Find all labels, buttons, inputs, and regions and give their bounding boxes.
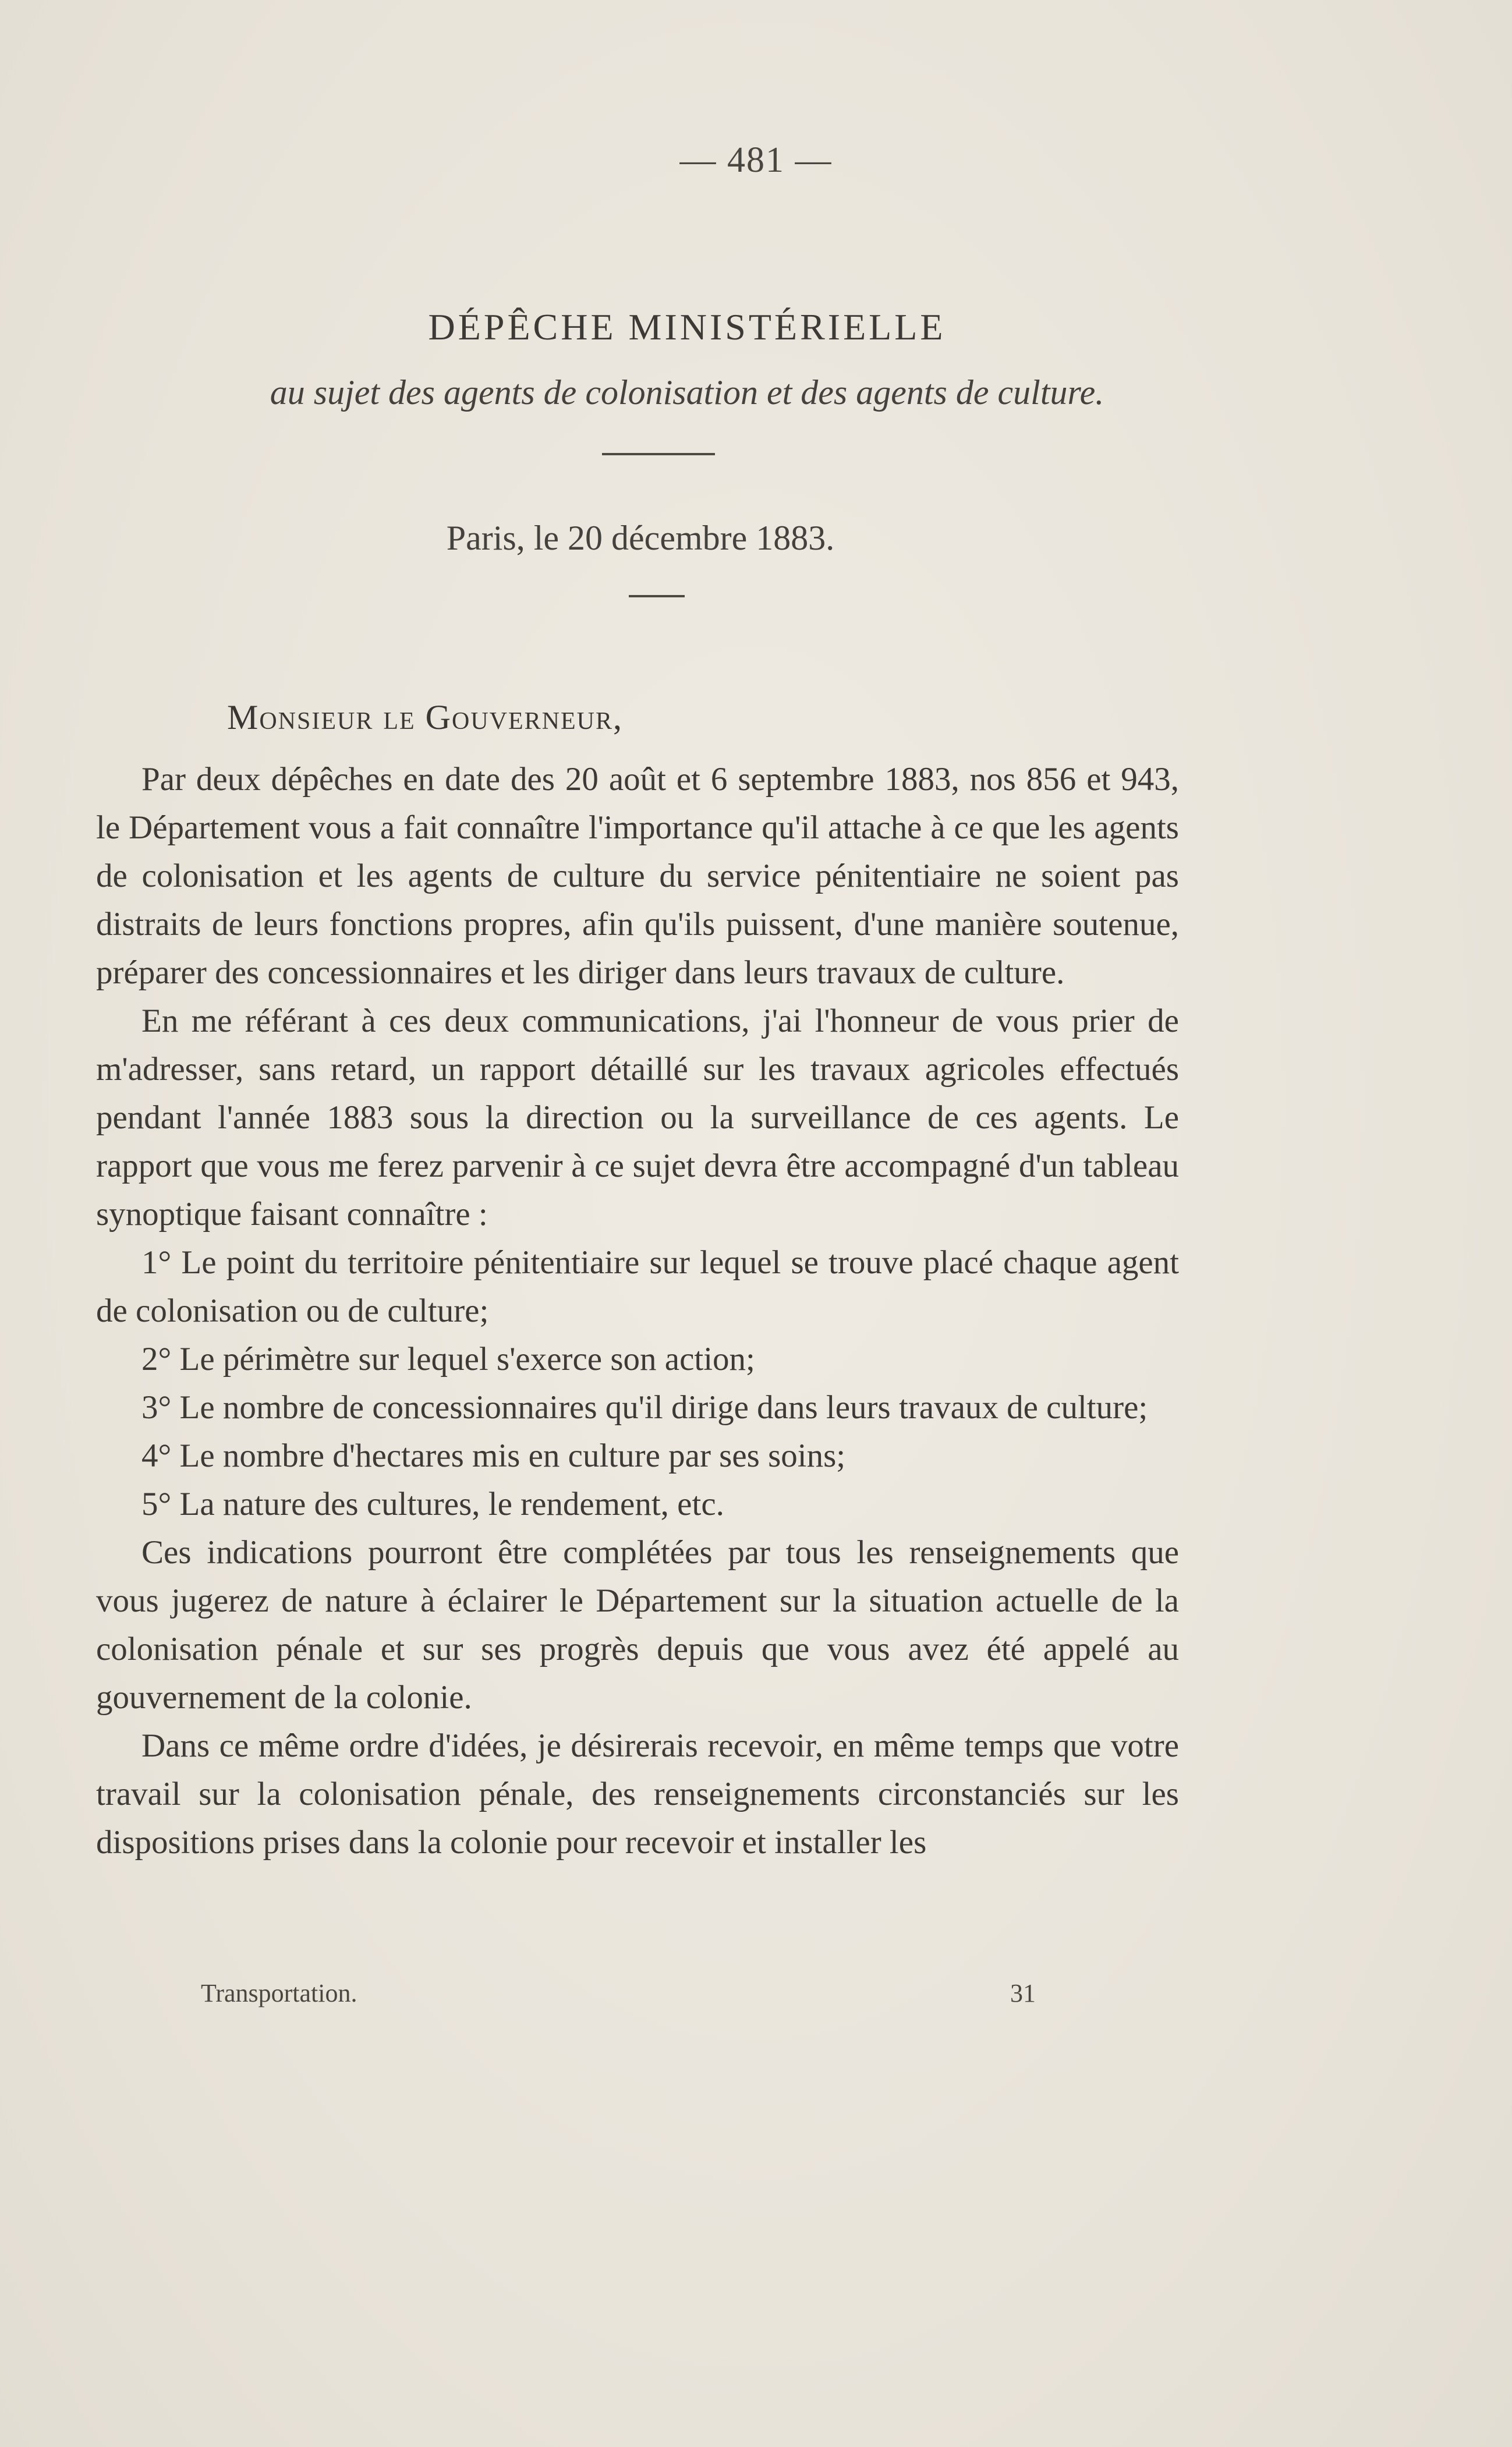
title-divider xyxy=(602,453,715,455)
page-number: — 481 — xyxy=(679,140,833,180)
paragraph: En me référant à ces deux communications, j'ai l'honneur de vous prier de m'adresser, sans retard, un rapport détaillé sur les travaux agricoles effectués pendant l'année 1883 sous la direction ou la surveillance de ces agents. Le rapport que vous me ferez parvenir à ce sujet devra être accompagné d'un tableau synoptique faisant connaître : xyxy=(96,1003,1179,1233)
paragraph: Ces indications pourront être complétées par tous les renseignements que vous jugerez de nature à éclairer le Département sur la situation actuelle de la colonisation pénale et sur ses progrès depuis que vous avez été appelé au gouvernement de la colonie. xyxy=(96,1534,1179,1716)
list-item: 2° Le périmètre sur lequel s'exerce son action; xyxy=(141,1341,755,1377)
salutation-text: Monsieur le Gouverneur, xyxy=(227,698,623,736)
paragraph: Par deux dépêches en date des 20 août et 6 septembre 1883, nos 856 et 943, le Département vous a fait connaître l'importance qu'il attache à ce que les agents de colonisation et les agents de culture du service pénitentiaire ne soient pas distraits de leurs fonctions propres, afin qu'ils puissent, d'une manière soutenue, préparer des concessionnaires et les diriger dans leurs travaux de culture. xyxy=(96,761,1179,991)
letter-body xyxy=(96,755,1179,1867)
list-item: 1° Le point du territoire pénitentiaire sur lequel se trouve placé chaque agent de colonisation ou de culture; xyxy=(96,1244,1179,1329)
date-divider xyxy=(629,595,685,597)
date-line: Paris, le 20 décembre 1883. xyxy=(446,519,835,557)
list-item: 3° Le nombre de concessionnaires qu'il dirige dans leurs travaux de culture; xyxy=(141,1389,1148,1426)
salutation xyxy=(227,697,623,738)
document-title: DÉPÊCHE MINISTÉRIELLE xyxy=(428,306,946,348)
document-subtitle: au sujet des agents de colonisation et des agents de culture. xyxy=(270,373,1104,412)
list-item: 5° La nature des cultures, le rendement, etc. xyxy=(141,1486,724,1522)
footer-section-title: Transportation. xyxy=(201,1979,357,2007)
footer-signature-mark: 31 xyxy=(1010,1979,1036,2007)
paragraph: Dans ce même ordre d'idées, je désirerais recevoir, en même temps que votre travail sur la colonisation pénale, des renseignements circonstanciés sur les dispositions prises dans la colonie pour recevoir et installer les xyxy=(96,1727,1179,1861)
list-item: 4° Le nombre d'hectares mis en culture par ses soins; xyxy=(141,1437,846,1474)
